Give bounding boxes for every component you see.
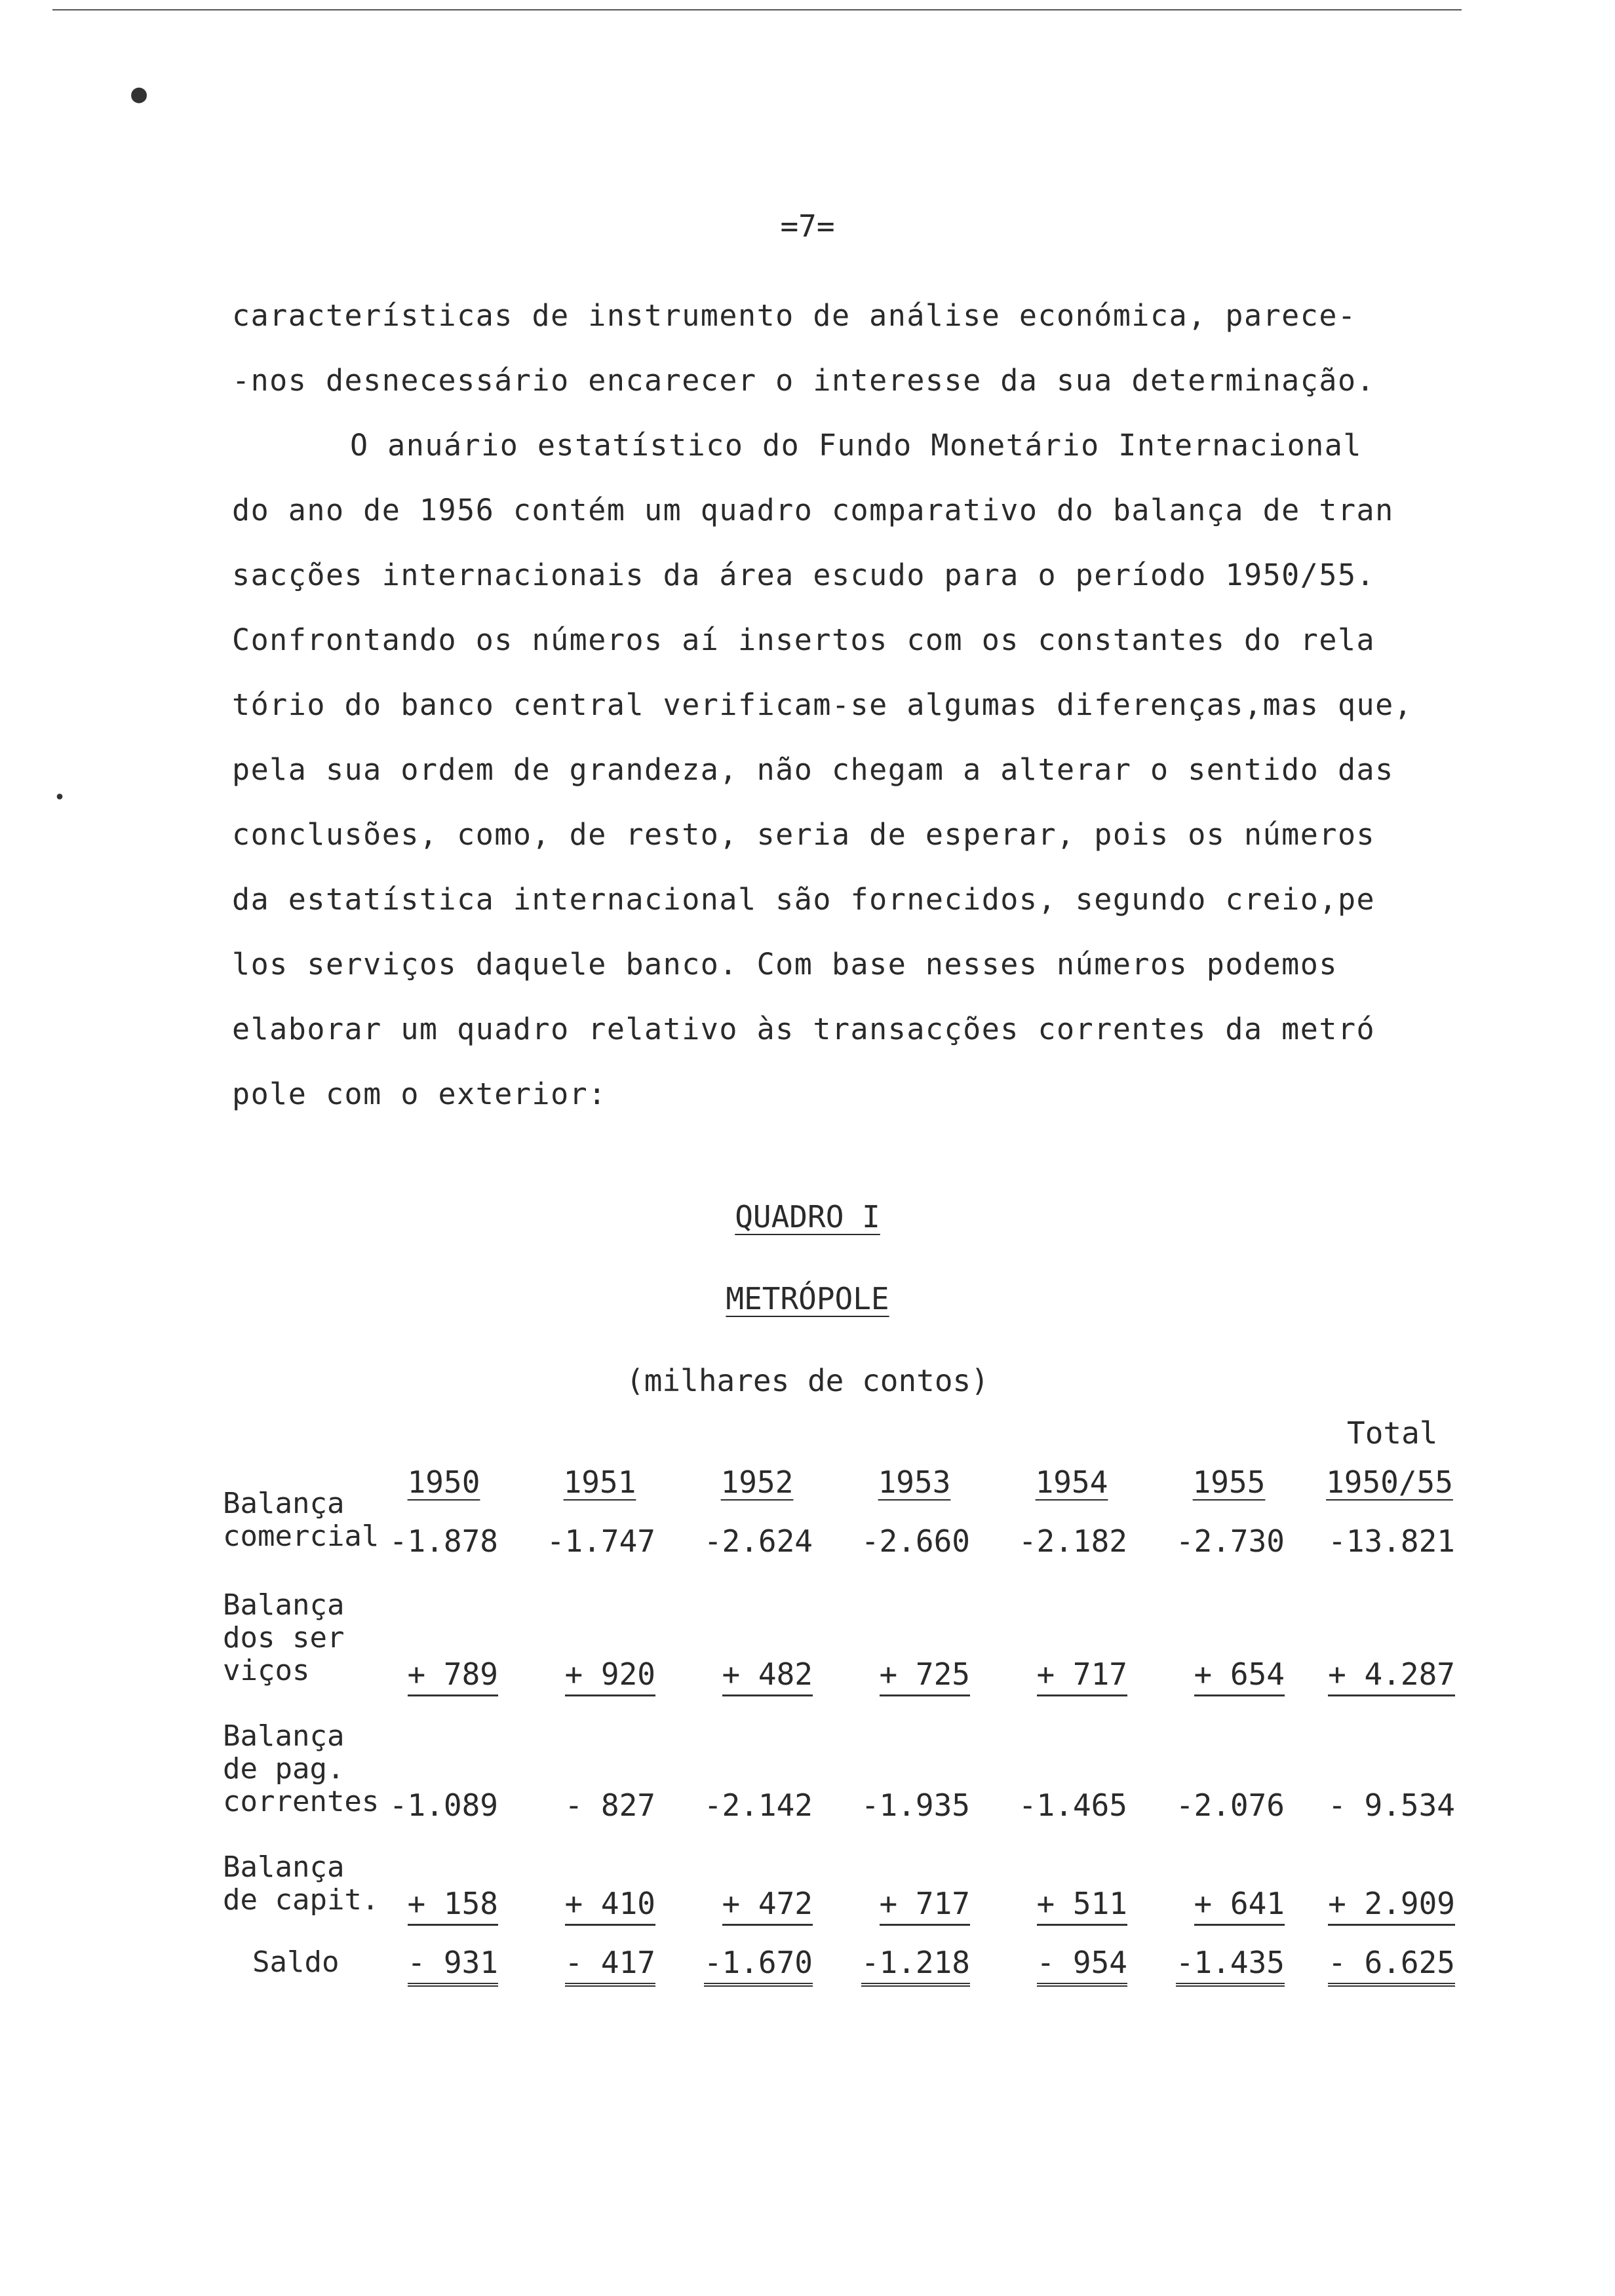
text-line: -nos desnecessário encarecer o interesse da sua determinação.	[232, 363, 1376, 398]
table-cell: + 511	[996, 1886, 1127, 1921]
body-paragraph	[232, 283, 1438, 1126]
table-cell: -1.747	[546, 1523, 655, 1559]
text-line: da estatística internacional são fornecidos, segundo creio,pe	[232, 882, 1376, 917]
table-cell: + 482	[682, 1656, 813, 1692]
row-label: Balança comercial	[223, 1487, 379, 1553]
ink-blot-mark: ●	[131, 79, 147, 109]
table-cell: + 4.287	[1311, 1656, 1455, 1692]
total-label: Total	[1347, 1415, 1438, 1451]
table-cell: -1.670	[682, 1945, 813, 1980]
table-title: QUADRO I	[735, 1199, 880, 1234]
text-line: O anuário estatístico do Fundo Monetário Internacional	[350, 428, 1362, 463]
text-line: los serviços daquele banco. Com base nesses números podemos	[232, 947, 1338, 982]
column-header: 1953	[878, 1464, 951, 1500]
column-header: 1950/55	[1326, 1464, 1453, 1500]
table-cell: -13.821	[1328, 1523, 1455, 1559]
table-cell: - 6.625	[1311, 1945, 1455, 1980]
table-cell: + 158	[367, 1886, 498, 1921]
text-line: tório do banco central verificam-se algumas diferenças,mas que,	[232, 687, 1413, 722]
table-cell: + 789	[367, 1656, 498, 1692]
text-line: sacções internacionais da área escudo para o período 1950/55.	[232, 558, 1376, 592]
table-cell: + 725	[839, 1656, 970, 1692]
table-cell: - 827	[564, 1788, 655, 1823]
row-label: Saldo	[252, 1945, 340, 1979]
row-label: Balança de capit.	[223, 1850, 379, 1917]
table-cell: -2.660	[861, 1523, 970, 1559]
row-label: Balança dos ser viços	[223, 1588, 345, 1687]
top-edge-line	[52, 9, 1462, 10]
table-cell: - 9.534	[1328, 1788, 1455, 1823]
table-cell: -1.089	[389, 1788, 498, 1823]
table-cell: - 931	[367, 1945, 498, 1980]
table-cell: + 641	[1154, 1886, 1285, 1921]
row-label: Balança de pag. correntes	[223, 1719, 379, 1818]
table-cell: + 654	[1154, 1656, 1285, 1692]
column-header: 1952	[720, 1464, 794, 1500]
table-subtitle: METRÓPOLE	[726, 1281, 889, 1316]
table-cell: -1.878	[389, 1523, 498, 1559]
table-cell: + 472	[682, 1886, 813, 1921]
table-cell: - 954	[996, 1945, 1127, 1980]
text-line: pole com o exterior:	[232, 1077, 607, 1111]
text-line: conclusões, como, de resto, seria de esperar, pois os números	[232, 817, 1376, 852]
table-cell: - 417	[524, 1945, 655, 1980]
text-line: pela sua ordem de grandeza, não chegam a alterar o sentido das	[232, 752, 1394, 787]
column-header: 1954	[1035, 1464, 1108, 1500]
table-cell: -1.435	[1154, 1945, 1285, 1980]
column-header: 1950	[407, 1464, 480, 1500]
page-number: =7=	[780, 208, 835, 244]
text-line: elaborar um quadro relativo às transacções correntes da metró	[232, 1012, 1376, 1046]
table-cell: -2.142	[703, 1788, 813, 1823]
text-line: características de instrumento de análise económica, parece-	[232, 298, 1357, 333]
table-cell: -2.624	[703, 1523, 813, 1559]
column-header: 1955	[1192, 1464, 1266, 1500]
table-units: (milhares de contos)	[626, 1363, 989, 1398]
text-line: Confrontando os números aí insertos com os constantes do rela	[232, 622, 1376, 657]
margin-ink-mark: •	[54, 786, 66, 809]
table-cell: + 717	[839, 1886, 970, 1921]
table-cell: + 717	[996, 1656, 1127, 1692]
table-cell: -1.218	[839, 1945, 970, 1980]
table-cell: -2.076	[1175, 1788, 1285, 1823]
table-cell: -2.182	[1018, 1523, 1127, 1559]
table-cell: + 2.909	[1311, 1886, 1455, 1921]
text-line: do ano de 1956 contém um quadro comparativo do balança de tran	[232, 493, 1394, 527]
table-cell: -1.935	[861, 1788, 970, 1823]
table-cell: + 410	[524, 1886, 655, 1921]
column-header: 1951	[563, 1464, 636, 1500]
table-cell: -1.465	[1018, 1788, 1127, 1823]
table-cell: -2.730	[1175, 1523, 1285, 1559]
table-cell: + 920	[524, 1656, 655, 1692]
